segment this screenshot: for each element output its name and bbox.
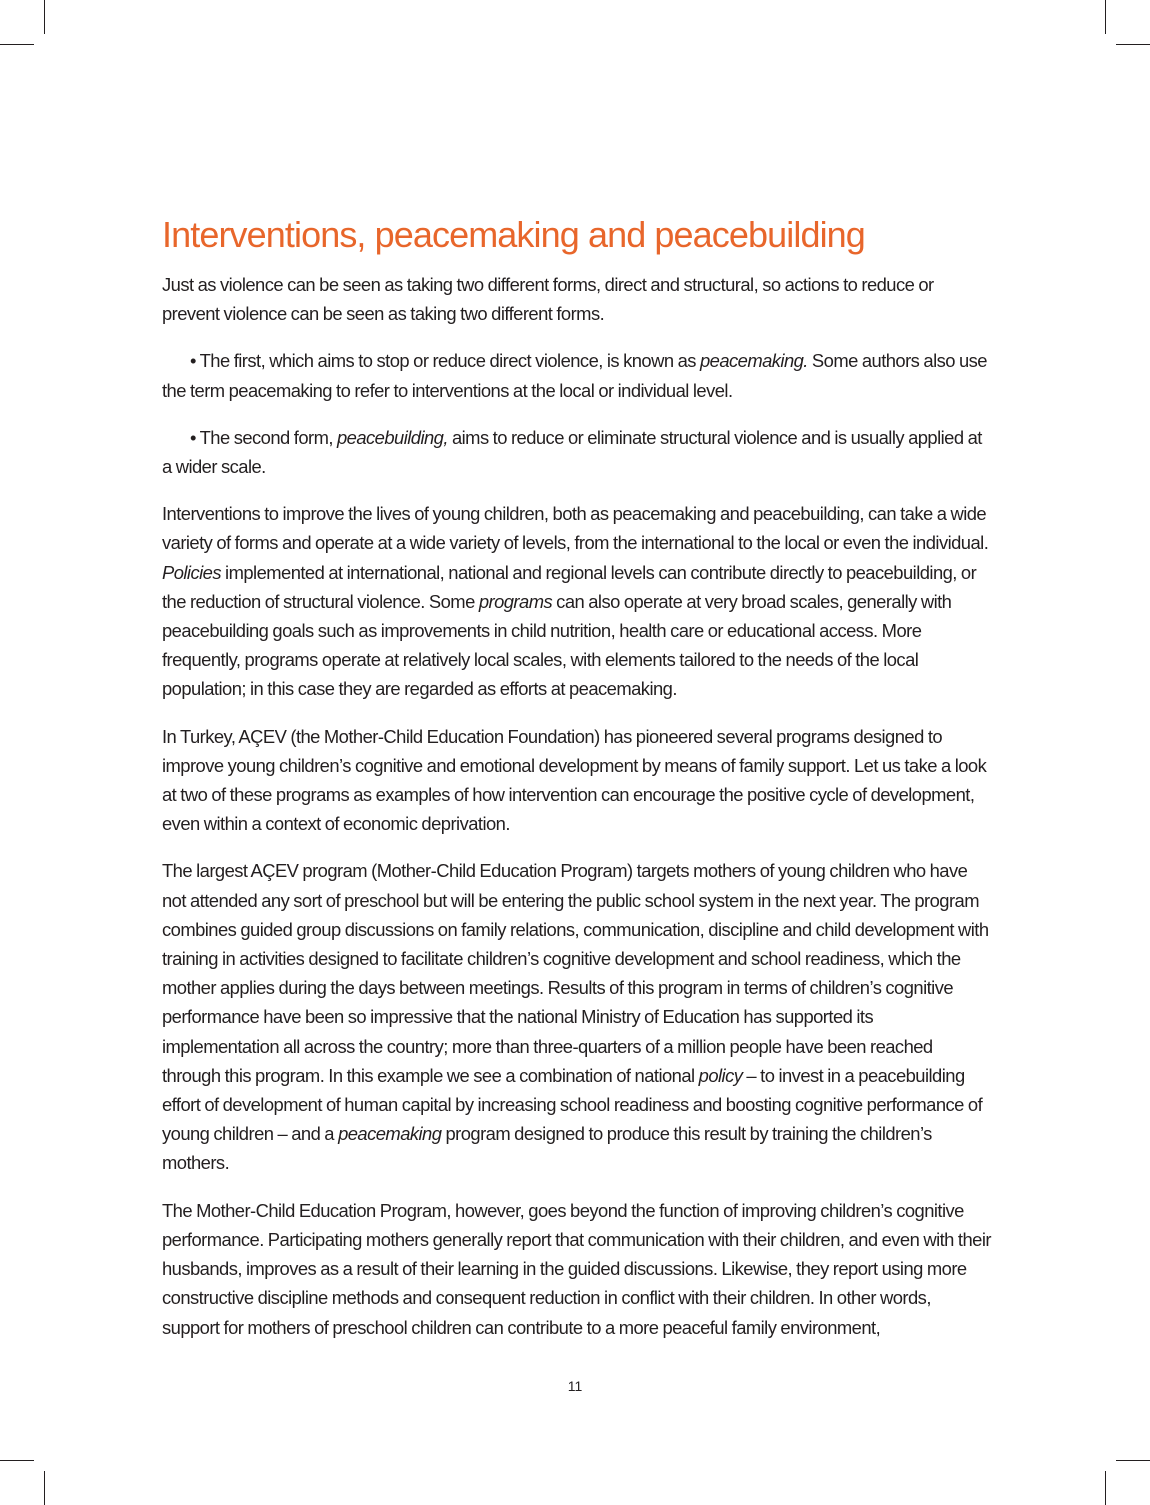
bullet-peacemaking: • The first, which aims to stop or reduce direct violence, is known as peacemaking. Some authors also use the term peacemaking to refer to interventions at the local or individual level. [162,350,987,401]
paragraph-interventions: Interventions to improve the lives of young children, both as peacemaking and peacebuilding, can take a wide variety of forms and operate at a wide variety of levels, from the international to the local or even the individual. Policies implemented at international, national and regional levels can contribute directly to peacebuilding, or the reduction of structural violence. Some programs can also operate at very broad scales, generally with peacebuilding goals such as improvements in child nutrition, health care or educational access. More frequently, programs operate at relatively local scales, with elements tailored to the needs of the local population; in this case they are regarded as efforts at peacemaking. [162,503,989,700]
page-content [162,212,992,1360]
crop-mark-top-left-horizontal [0,44,34,45]
page-number: 11 [567,1378,583,1394]
crop-mark-bottom-left-vertical [44,1471,45,1505]
crop-mark-top-right-horizontal [1116,44,1150,45]
crop-mark-bottom-right-vertical [1105,1471,1106,1505]
paragraph-intro: Just as violence can be seen as taking two different forms, direct and structural, so actions to reduce or prevent violence can be seen as taking two different forms. [162,274,934,325]
crop-mark-bottom-right-horizontal [1116,1460,1150,1461]
crop-mark-top-right-vertical [1105,0,1106,34]
crop-mark-bottom-left-horizontal [0,1460,34,1461]
paragraph-beyond-cognitive: The Mother-Child Education Program, however, goes beyond the function of improving children’s cognitive performance. Participating mothers generally report that communication with their children, and even with their husbands, improves as a result of their learning in the guided discussions. Likewise, they report using more constructive discipline methods and consequent reduction in conflict with their children. In other words, support for mothers of preschool children can contribute to a more peaceful family environment, [162,1199,991,1338]
page-heading: Interventions, peacemaking and peacebuilding [162,214,865,255]
bullet-peacebuilding: • The second form, peacebuilding, aims to reduce or eliminate structural violence and is usually applied at a wider scale. [162,426,982,478]
paragraph-acev-intro: In Turkey, AÇEV (the Mother-Child Education Foundation) has pioneered several programs designed to improve young children’s cognitive and emotional development by means of family support. Let us take a look at two of these programs as examples of how intervention can encourage the positive cycle of development, even within a context of economic deprivation. [162,725,987,835]
crop-mark-top-left-vertical [44,0,45,34]
paragraph-mother-child-program: The largest AÇEV program (Mother-Child Education Program) targets mothers of young children who have not attended any sort of preschool but will be entering the public school system in the next year. The program combines guided group discussions on family relations, communication, discipline and child development with training in activities designed to facilitate children’s cognitive development and school readiness, which the mother applies during the days between meetings. Results of this program in terms of children’s cognitive performance have been so impressive that the national Ministry of Education has supported its implementation all across the country; more than three-quarters of a million people have been reached through this program. In this example we see a combination of national policy – to invest in a peacebuilding effort of development of human capital by increasing school readiness and boosting cognitive performance of young children – and a peacemaking program designed to produce this result by training the children’s mothers. [162,860,989,1174]
